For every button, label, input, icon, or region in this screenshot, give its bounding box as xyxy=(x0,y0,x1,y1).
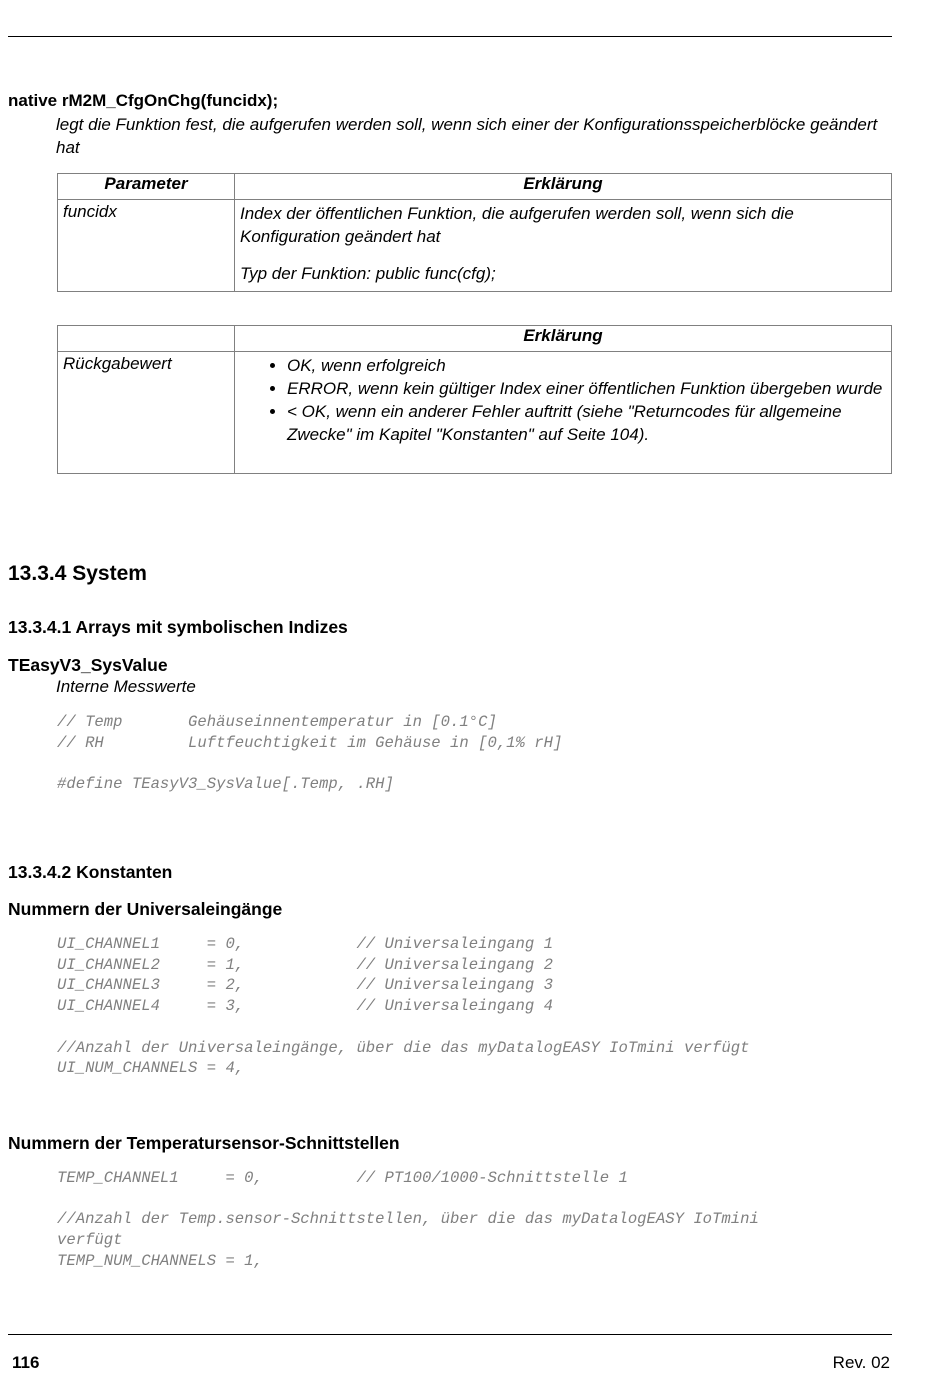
return-list xyxy=(235,354,886,446)
function-description: legt die Funktion fest, die aufgerufen werden soll, wenn sich einer der Konfigurationsspeicherblöcke geändert hat xyxy=(56,115,878,157)
header-explanation: Erklärung xyxy=(235,326,892,352)
subsection-arrays-title: 13.3.4.1 Arrays mit symbolischen Indizes xyxy=(8,617,348,637)
revision-label: Rev. 02 xyxy=(832,1353,890,1372)
list-item: • < OK, wenn ein anderer Fehler auftritt (siehe "Returncodes für allgemeine Zwecke" im Kapitel "Konstanten" auf Seite 104). xyxy=(287,400,886,446)
parameter-table-header xyxy=(58,174,892,200)
list-item: • ERROR, wenn kein gültiger Index einer öffentlichen Funktion übergeben wurde xyxy=(287,377,886,400)
function-signature: native rM2M_CfgOnChg(funcidx); xyxy=(8,91,279,110)
sysvalue-description: Interne Messwerte xyxy=(56,677,196,696)
universal-inputs-title: Nummern der Universaleingänge xyxy=(8,899,283,919)
param-name: funcidx xyxy=(58,200,235,292)
return-label: Rückgabewert xyxy=(58,352,235,474)
return-explanation xyxy=(235,352,892,474)
param-explanation-text: Index der öffentlichen Funktion, die aufgerufen werden soll, wenn sich die Konfiguration geändert hat xyxy=(240,204,794,246)
table-row xyxy=(58,200,892,292)
header-rule xyxy=(8,36,892,37)
parameter-table xyxy=(57,173,892,292)
header-explanation: Erklärung xyxy=(235,174,892,200)
return-table xyxy=(57,325,892,474)
sysvalue-code: // Temp Gehäuseinnentemperatur in [0.1°C] // RH Luftfeuchtigkeit im Gehäuse in [0,1% rH] #define TEasyV3_SysValue[.Temp, .RH] xyxy=(57,713,563,794)
section-title: 13.3.4 System xyxy=(8,562,147,585)
temperature-interfaces-title: Nummern der Temperatursensor-Schnittstellen xyxy=(8,1133,400,1153)
subsection-constants-title: 13.3.4.2 Konstanten xyxy=(8,862,173,882)
page-number: 116 xyxy=(12,1353,40,1372)
header-parameter: Parameter xyxy=(58,174,235,200)
footer-rule xyxy=(8,1334,892,1335)
param-explanation xyxy=(235,200,892,292)
header-empty xyxy=(58,326,235,352)
table-row xyxy=(58,352,892,474)
return-table-header xyxy=(58,326,892,352)
universal-inputs-code: UI_CHANNEL1 = 0, // Universaleingang 1 UI_CHANNEL2 = 1, // Universaleingang 2 UI_CHANNEL3 = 2, // Universaleingang 3 UI_CHANNEL4 = 3, // Universaleingang 4 //Anzahl der Universaleingänge, über die das myDatalogEASY IoTmini verfügt UI_NUM_CHANNELS = 4, xyxy=(57,935,750,1078)
list-item: • OK, wenn erfolgreich xyxy=(287,354,886,377)
temperature-interfaces-code: TEMP_CHANNEL1 = 0, // PT100/1000-Schnittstelle 1 //Anzahl der Temp.sensor-Schnittstellen, über die das myDatalogEASY IoTmini verfügt TEMP_NUM_CHANNELS = 1, xyxy=(57,1169,759,1270)
param-function-type: Typ der Funktion: public func(cfg); xyxy=(240,264,496,283)
sysvalue-title: TEasyV3_SysValue xyxy=(8,655,168,675)
